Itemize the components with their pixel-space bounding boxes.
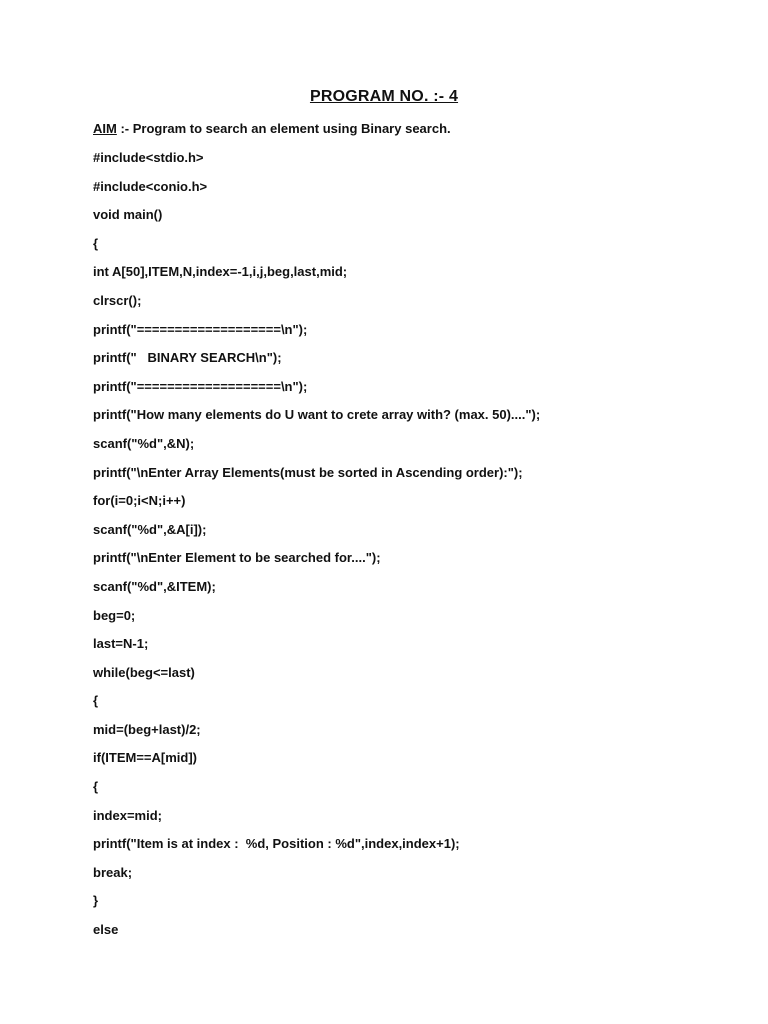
- code-line: printf(" BINARY SEARCH\n");: [93, 350, 282, 366]
- code-line: scanf("%d",&ITEM);: [93, 578, 216, 594]
- code-line: last=N-1;: [93, 636, 149, 652]
- code-line: printf("===================\n");: [93, 378, 308, 394]
- code-line: clrscr();: [93, 292, 142, 308]
- code-line: printf("\nEnter Array Elements(must be sorted in Ascending order):");: [93, 464, 523, 480]
- code-line: index=mid;: [93, 807, 162, 823]
- code-line: while(beg<=last): [93, 664, 195, 680]
- code-line: mid=(beg+last)/2;: [93, 721, 201, 737]
- code-line: {: [93, 693, 99, 709]
- code-line: {: [93, 235, 99, 251]
- code-line: #include<stdio.h>: [93, 150, 204, 165]
- code-line: printf("How many elements do U want to crete array with? (max. 50)....");: [93, 407, 541, 423]
- code-line: }: [93, 893, 99, 909]
- code-line: int A[50],ITEM,N,index=-1,i,j,beg,last,mid;: [93, 264, 348, 280]
- code-line: printf("\nEnter Element to be searched for....");: [93, 550, 381, 566]
- code-line: scanf("%d",&A[i]);: [93, 521, 207, 537]
- code-line: beg=0;: [93, 607, 136, 623]
- aim-statement: [93, 121, 451, 136]
- code-line: {: [93, 779, 99, 795]
- code-line: scanf("%d",&N);: [93, 435, 195, 451]
- aim-text: :- Program to search an element using Binary search.: [116, 121, 451, 136]
- code-line: printf("Item is at index : %d, Position : %d",index,index+1);: [93, 836, 460, 852]
- code-line: printf("===================\n");: [93, 321, 308, 337]
- code-line: else: [93, 922, 119, 938]
- code-line: void main(): [93, 207, 163, 223]
- code-line: for(i=0;i<N;i++): [93, 493, 186, 509]
- aim-label: AIM: [93, 121, 117, 136]
- code-line: break;: [93, 864, 133, 880]
- code-line: if(ITEM==A[mid]): [93, 750, 197, 766]
- code-line: #include<conio.h>: [93, 178, 208, 194]
- page-title: PROGRAM NO. :- 4: [309, 88, 459, 105]
- code-listing: [93, 148, 540, 949]
